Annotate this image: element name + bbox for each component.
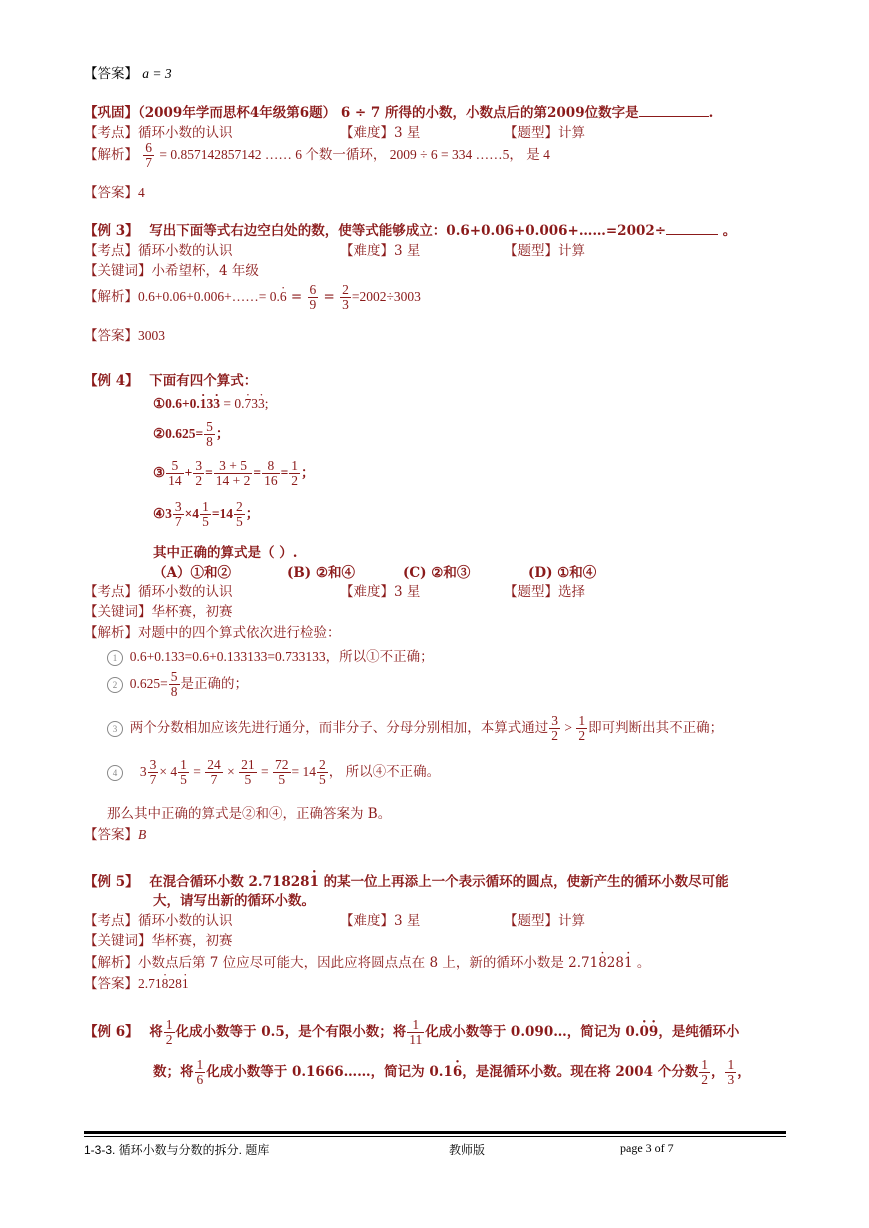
- question-text: 写出下面等式右边空白处的数，使等式能够成立：0.6+0.06+0.006+……=2002÷: [149, 223, 667, 239]
- solution-step-4: 4 3 $\frac{3}{7}$ × 4 $\frac{1}{5}$ = $\frac{24}{7}$ × $\frac{21}{5}$ = $\frac{72}{5}$ = 14 $\frac{2}{5}$ ， 所以④不正确。: [107, 758, 440, 787]
- equals: =: [323, 289, 335, 306]
- example5-question: [84, 870, 729, 890]
- example5-answer: 【答案】2.71· 828· 1: [84, 972, 189, 992]
- footer-rule: [84, 1131, 786, 1134]
- example6-question-line2: 数；将 $\frac{1}{6}$ 化成小数等于 0.1666……，简记为 0.1· 6，是混循环小数。现在将 2004 个分数 $\frac{1}{2}$ ， $\frac{1}{3}$ ，: [153, 1058, 751, 1087]
- equals: =: [290, 289, 303, 306]
- consolidate-tixing: 【题型】计算: [504, 125, 585, 141]
- example6-question-line1: 【例 6】 将 $\frac{1}{2}$ 化成小数等于 0.5，是个有限小数；将 $\frac{1}{11}$ 化成小数等于 0.090…，简记为 0.· 0· 9，是纯循环小: [84, 1018, 739, 1047]
- expression-3: ③ $\frac{5}{14}$ + $\frac{3}{2}$ = $\frac{3 + 5}{14 + 2}$ = $\frac{8}{16}$ = $\frac{1}{2}$ ；: [153, 458, 315, 489]
- solution-text: 0.6+0.06+0.006+……= 0.: [138, 289, 280, 305]
- answer-label: 【答案】: [84, 66, 138, 82]
- example3-answer: [84, 324, 165, 344]
- consolidate-nandu: 【难度】3 星: [340, 125, 421, 141]
- period: .: [708, 105, 714, 121]
- answer-label: 【答案】: [84, 827, 138, 843]
- answer-value: B: [138, 827, 147, 842]
- footer-left: 1-3-3. 循环小数与分数的拆分. 题库: [84, 1143, 270, 1157]
- example-label: 【例 6】: [84, 1024, 139, 1041]
- example-label: 【例 3】: [84, 223, 139, 239]
- answer-value: 4: [138, 185, 145, 200]
- example5-keyword: 【关键词】华杯赛，初赛: [84, 933, 233, 949]
- question-text: 下面有四个算式：: [149, 373, 258, 389]
- question-text: 在混合循环小数 2.71828: [149, 874, 310, 890]
- option-c: (C) ②和③: [403, 565, 471, 581]
- recurring-digit: · 1: [310, 874, 319, 890]
- fraction: $\frac{6}{9}$: [309, 282, 317, 313]
- example3-nandu: 【难度】3 星: [340, 243, 421, 259]
- footer-center: 教师版: [449, 1143, 486, 1157]
- expression-4: ④3 $\frac{3}{7}$ ×4 $\frac{1}{5}$ =14 $\frac{2}{5}$ ；: [153, 499, 260, 530]
- example4-kaodian: 【考点】循环小数的认识: [84, 584, 233, 600]
- example4-keyword: 【关键词】华杯赛，初赛: [84, 604, 233, 620]
- example4-question: [84, 369, 257, 389]
- step-number: 1: [107, 650, 123, 666]
- solution-step-1: 1 0.6+0.133=0.6+0.133133=0.733133，所以①不正确；: [107, 645, 434, 666]
- example4-tixing: 【题型】选择: [504, 584, 585, 600]
- consolidate-question: [84, 101, 713, 121]
- solution-text: = 0.857142857142 …… 6 个数一循环， 2009 ÷ 6 = 334 ……5， 是 4: [159, 147, 550, 163]
- answer-label: 【答案】: [84, 185, 138, 201]
- answer-line: [84, 62, 172, 82]
- solution-label: 【解析】: [84, 289, 138, 306]
- example4-nandu: 【难度】3 星: [340, 584, 421, 600]
- answer-label: 【答案】: [84, 976, 138, 992]
- consolidate-text: 6 ÷ 7 所得的小数，小数点后的第2009位数字是: [340, 105, 639, 121]
- solution-end: =2002÷3003: [351, 289, 421, 305]
- example5-question-line2: 大，请写出新的循环小数。: [153, 893, 315, 909]
- option-b: (B) ②和④: [287, 565, 355, 581]
- example4-answer: [84, 823, 146, 843]
- consolidate-answer: [84, 181, 145, 201]
- example3-question: [84, 219, 736, 239]
- step-number: 3: [107, 721, 123, 737]
- consolidate-solution: [84, 141, 550, 170]
- example4-which: 其中正确的算式是（ ）.: [153, 545, 298, 561]
- example4-solution-label: 【解析】对题中的四个算式依次进行检验：: [84, 625, 341, 641]
- example5-solution: 【解析】小数点后第 7 位应尽可能大，因此应将圆点点在 8 上，新的循环小数是 2.71· 828· 1 。: [84, 951, 650, 971]
- answer-blank: [639, 104, 709, 117]
- consolidate-kaodian: 【考点】循环小数的认识: [84, 125, 233, 141]
- step-number: 2: [107, 677, 123, 693]
- example3-tixing: 【题型】计算: [504, 243, 585, 259]
- example3-keyword: 【关键词】小希望杯，4 年级: [84, 263, 259, 279]
- recurring-digit: · 6: [280, 289, 287, 305]
- example4-conclusion: 那么其中正确的算式是②和④，正确答案为 B。: [107, 806, 392, 822]
- footer-page-number: page 3 of 7: [620, 1141, 674, 1155]
- answer-value: a = 3: [142, 66, 172, 81]
- solution-step-2: 2 0.625= $\frac{5}{8}$ 是正确的；: [107, 670, 248, 699]
- answer-label: 【答案】: [84, 328, 138, 344]
- question-text-cont: 的某一位上再添上一个表示循环的圆点，使新产生的循环小数尽可能: [318, 874, 729, 890]
- expression-1: ①0.6+0.· 13· 3 = 0.· 73· 3;: [153, 396, 269, 412]
- fraction: $\frac{6}{7}$: [145, 140, 153, 171]
- example-label: 【例 4】: [84, 373, 139, 389]
- solution-label: 【解析】: [84, 147, 138, 164]
- example3-kaodian: 【考点】循环小数的认识: [84, 243, 233, 259]
- footer-rule-thin: [84, 1136, 786, 1137]
- example5-kaodian: 【考点】循环小数的认识: [84, 913, 233, 929]
- answer-blank: [666, 222, 718, 235]
- question-end: 。: [722, 223, 737, 239]
- example5-nandu: 【难度】3 星: [340, 913, 421, 929]
- example3-solution: [84, 283, 421, 312]
- consolidate-label: 【巩固】: [84, 105, 138, 121]
- example-label: 【例 5】: [84, 874, 139, 890]
- consolidate-source: （2009年学而思杯4年级第6题）: [138, 105, 337, 121]
- example5-tixing: 【题型】计算: [504, 913, 585, 929]
- fraction: $\frac{2}{3}$: [342, 282, 349, 313]
- step-number: 4: [107, 765, 123, 781]
- option-d: (D) ①和④: [528, 565, 597, 581]
- option-a: （A）①和②: [153, 565, 231, 581]
- expression-2: ②0.625= $\frac{5}{8}$ ；: [153, 419, 230, 450]
- answer-value: 3003: [138, 328, 165, 343]
- solution-step-3: 3 两个分数相加应该先进行通分，而非分子、分母分别相加，本算式通过 $\frac{3}{2}$ > $\frac{1}{2}$ 即可判断出其不正确；: [107, 714, 723, 743]
